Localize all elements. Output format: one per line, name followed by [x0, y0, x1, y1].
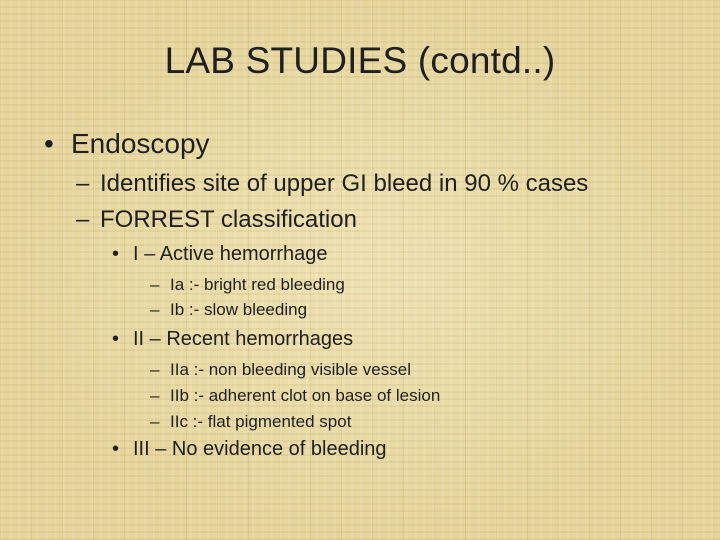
class-text: I – Active hemorrhage: [133, 243, 328, 265]
slide-title: LAB STUDIES (contd..): [164, 40, 556, 81]
dash-marker: –: [76, 206, 90, 233]
subclass-text: IIb :- adherent clot on base of lesion: [170, 386, 441, 405]
subclass-text: IIc :- flat pigmented spot: [170, 412, 352, 431]
dash-marker: –: [150, 412, 160, 431]
bullet-marker: •: [112, 328, 120, 350]
subpoint-text: Identifies site of upper GI bleed in 90 % cases: [100, 170, 589, 197]
bullet-text: Endoscopy: [71, 128, 210, 159]
class-text: III – No evidence of bleeding: [133, 438, 387, 460]
dash-marker: –: [150, 275, 160, 294]
subclass-text: Ia :- bright red bleeding: [170, 275, 345, 294]
dash-marker: –: [76, 170, 90, 197]
bullet-marker: •: [44, 128, 54, 159]
dash-marker: –: [150, 300, 160, 319]
subclass-text: IIa :- non bleeding visible vessel: [170, 360, 411, 379]
dash-marker: –: [150, 386, 160, 405]
subpoint-text: FORREST classification: [100, 206, 357, 233]
bullet-marker: •: [112, 243, 120, 265]
bullet-marker: •: [112, 438, 120, 460]
dash-marker: –: [150, 360, 160, 379]
subclass-text: Ib :- slow bleeding: [170, 300, 308, 319]
class-text: II – Recent hemorrhages: [133, 328, 354, 350]
